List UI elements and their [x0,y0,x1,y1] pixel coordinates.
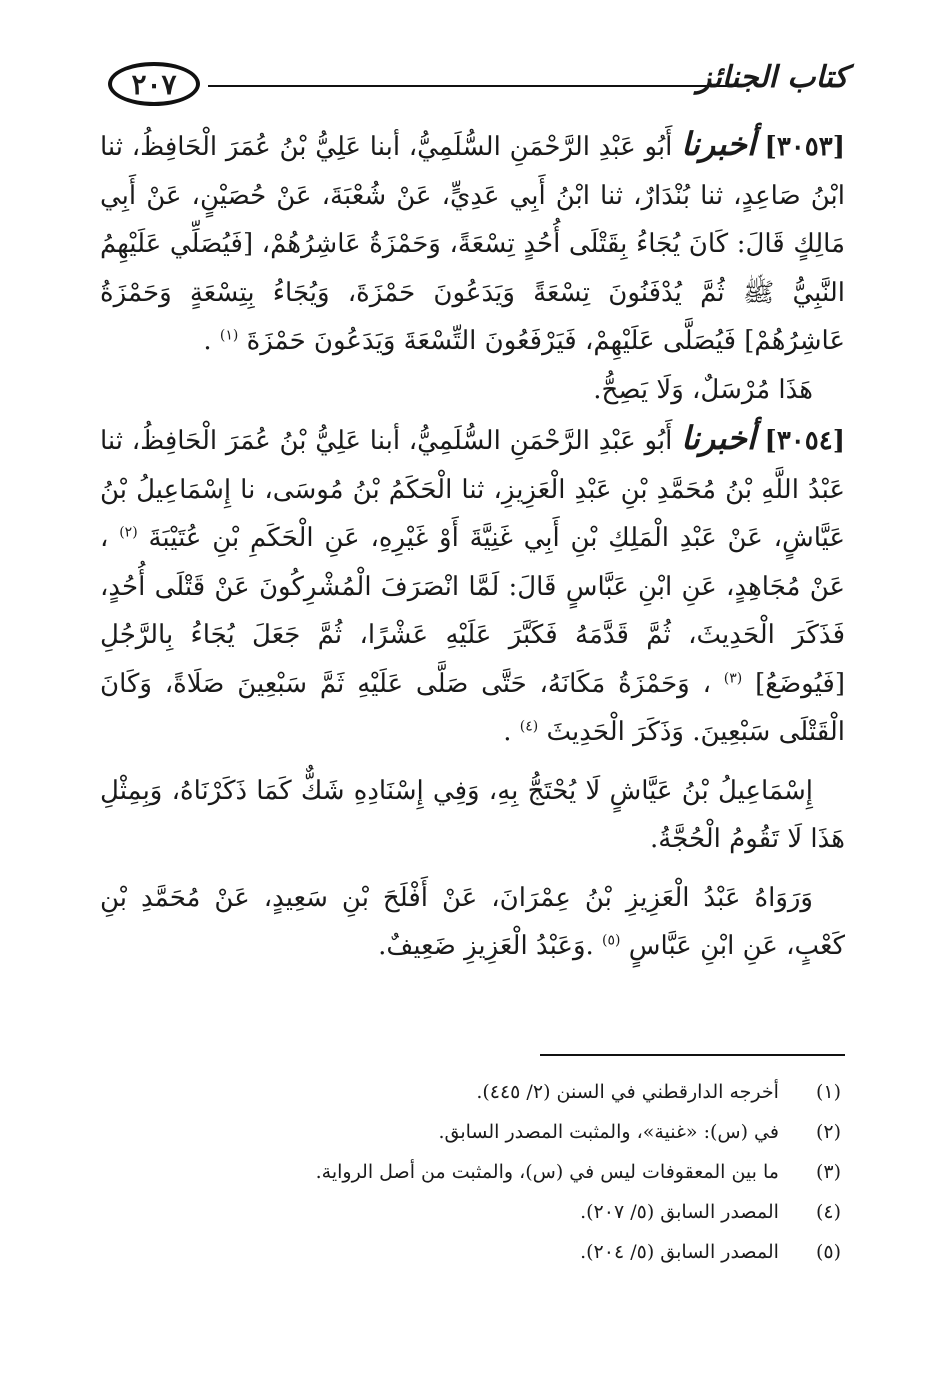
footnote-text: أخرجه الدارقطني في السنن (٢/ ٤٤٥). [476,1081,779,1103]
ismail-note: إِسْمَاعِيلُ بْنُ عَيَّاشٍ لَا يُحْتَجُّ بِهِ، وَفِي إِسْنَادِهِ شَكٌّ كَمَا ذَكَرْنَاهُ، وَبِمِثْلِ هَذَا لَا تَقُومُ الْحُجَّةُ. [100,775,845,854]
book-title: كتاب الجنائز [696,60,848,95]
footnote-number: (٤) [815,1201,841,1223]
rawah-text: وَرَوَاهُ عَبْدُ الْعَزِيزِ بْنُ عِمْرَانَ، عَنْ أَفْلَحَ بْنِ سَعِيدٍ، عَنْ مُحَمَّدِ بْنِ كَعْبٍ، عَنِ ابْنِ عَبَّاسٍ [100,882,845,961]
footnote-item [100,1192,845,1232]
footnote-text: المصدر السابق (٥/ ٢٠٧). [580,1201,779,1223]
footnote-ref: (٤) [519,718,539,735]
footnote-number: (٥) [815,1241,841,1263]
footnote-item [100,1112,845,1152]
hadith-3053 [100,120,845,366]
footnote-item [100,1152,845,1192]
footnote-ref: (٣) [723,669,743,686]
hadith-text: أَبُو عَبْدِ الرَّحْمَنِ السُّلَمِيُّ، أبنا عَلِيُّ بْنُ عُمَرَ الْحَافِظُ، ثنا عَبْدُ اللَّهِ بْنُ مُحَمَّدِ بْنِ عَبْدِ الْعَزِيزِ، ثنا الْحَكَمُ بْنُ مُوسَى، نا إِسْمَاعِيلُ بْنُ عَيَّاشٍ، عَنْ عَبْدِ الْمَلِكِ بْنِ أَبِي غَنِيَّةَ أَوْ غَيْرِهِ، عَنِ الْحَكَمِ بْنِ عُتَيْبَةَ [100,426,846,553]
footnote-ref: (٥) [602,932,621,949]
footnote-item [100,1072,845,1112]
footnote-separator [540,1054,845,1056]
main-text [100,120,845,971]
footnotes [100,1072,845,1272]
footnote-ref: (١) [219,327,239,344]
rawah-end: .وَعَبْدُ الْعَزِيزِ ضَعِيفٌ. [378,931,594,961]
footnote-ref: (٢) [119,524,138,541]
hadith-number: [٣٠٥٣] [764,132,845,162]
akhbarana-word: أخبرنا [681,419,756,457]
footnote-text: المصدر السابق (٥/ ٢٠٤). [580,1241,779,1263]
footnote-text: ما بين المعقوفات ليس في (س)، والمثبت من أصل الرواية. [315,1161,779,1183]
hadith-text: ، عَنْ مُجَاهِدٍ، عَنِ ابْنِ عَبَّاسٍ قَالَ: لَمَّا انْصَرَفَ الْمُشْرِكُونَ عَنْ قَتْلَى أُحُدٍ، فَذَكَرَ الْحَدِيثَ، ثُمَّ قَدَّمَهُ فَكَبَّرَ عَلَيْهِ عَشْرًا، ثُمَّ جَعَلَ يُجَاءُ بِالرَّجُلِ [فَيُوضَعُ] [100,523,846,699]
sentence-end: . [503,717,512,747]
footnote-number: (١) [815,1081,841,1103]
footnote-number: (٢) [815,1121,841,1143]
footnote-text: في (س): «غنية»، والمثبت المصدر السابق. [438,1121,779,1143]
hadith-text: أَبُو عَبْدِ الرَّحْمَنِ السُّلَمِيُّ، أبنا عَلِيُّ بْنُ عُمَرَ الْحَافِظُ، ثنا ابْنُ صَاعِدٍ، ثنا بُنْدَارٌ، ثنا ابْنُ أَبِي عَدِيٍّ، عَنْ شُعْبَةَ، عَنْ حُصَيْنٍ، عَنْ أَبِي مَالِكٍ قَالَ: كَانَ يُجَاءُ بِقَتْلَى أُحُدٍ تِسْعَةً، وَحَمْزَةُ عَاشِرُهُمْ، [فَيُصَلِّي عَلَيْهِمُ النَّبِيُّ ﷺ ثُمَّ يُدْفَنُونَ تِسْعَةً وَيَدَعُونَ حَمْزَةَ، وَيُجَاءُ بِتِسْعَةٍ وَحَمْزَةُ عَاشِرُهُمْ] فَيُصَلَّى عَلَيْهِمْ، فَيَرْفَعُونَ التِّسْعَةَ وَيَدَعُونَ حَمْزَةَ [100,132,845,356]
footnote-number: (٣) [815,1161,841,1183]
footnote-item [100,1232,845,1272]
hadith-3054 [100,414,845,757]
mursal-note: هَذَا مُرْسَلٌ، وَلَا يَصِحُّ. [593,374,813,405]
rawah-paragraph [100,874,845,971]
hadith-number: [٣٠٥٤] [764,426,845,456]
hadith-text: ، وَحَمْزَةُ مَكَانَهُ، حَتَّى صَلَّى عَلَيْهِ ثَمَّ سَبْعِينَ صَلَاةً، وَكَانَ الْقَتْلَى سَبْعِينَ. وَذَكَرَ الْحَدِيثَ [100,668,845,747]
akhbarana-word: أخبرنا [681,125,756,163]
header-rule [208,85,736,87]
page-header [108,56,848,116]
sentence-end: . [203,326,212,356]
page-number: ٢٠٧ [108,62,200,106]
